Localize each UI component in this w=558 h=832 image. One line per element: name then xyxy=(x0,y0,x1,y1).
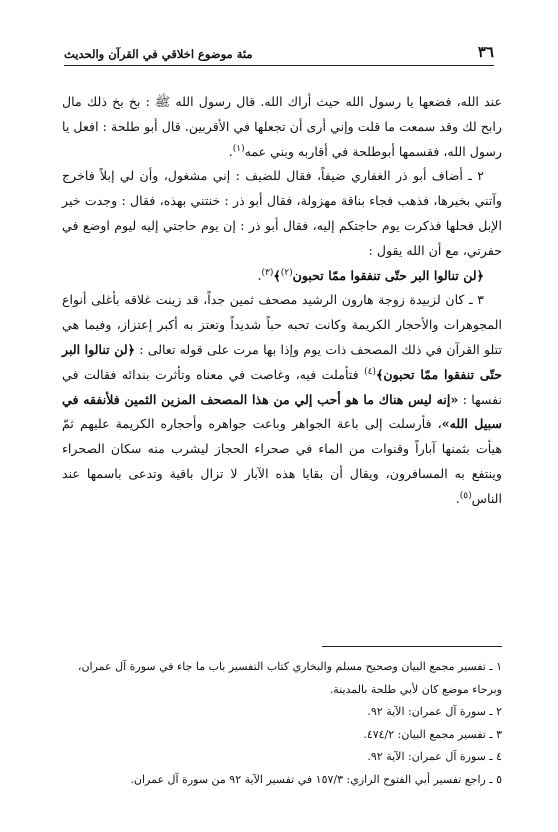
footnote-divider xyxy=(322,646,502,647)
running-title: مئة موضوع اخلاقي في القرآن والحديث xyxy=(64,47,253,61)
paragraph-3-text-c: ، فأرسلت إلى باعة الجواهر وباعت جواهره وأحجاره الكريمة عليهم ثمّ هيأت بثمنها آباراً وقنوات من الماء في صحراء الحجاز ليشرب منه سكان الصحراء وينتفع به المسافرون، ويقال أن بقايا هذه الآبار لا تزال باقية وتدعى باسمها عند الناس xyxy=(62,416,502,506)
verse-close-1: ﴾ xyxy=(273,267,281,283)
paragraph-3-text-a: ٣ ـ كان لزبيدة زوجة هارون الرشيد مصحف ثمين جداً، قد زينت غلاقه بأغلى أنواع المجوهرات والأحجار الكريمة وكانت تحبه حباً شديداً وتعتز به أكبر إعتزاز، وفيما هي تتلو القرآن في ذلك المصحف ذات يوم وإذا بها مرت على قوله تعالى : xyxy=(62,292,502,357)
footnote-ref-4: (٤) xyxy=(364,366,376,377)
footnote-5: ٥ ـ راجع تفسير أبي الفتوح الرازي: ١٥٧/٣ في تفسير الآية ٩٢ من سورة آل عمران. xyxy=(130,772,502,786)
footnote-ref-2: (٢) xyxy=(280,267,293,278)
paragraph-1: عند الله، فضعها يا رسول الله حيث أراك الله. قال رسول الله ﷺ : بخ بخ ذلك مال رابح لك وقد سمعت ما قلت وإني أرى أن تجعلها في الأقربين. قال أبو طلحة : افعل يا رسول الله، فقسمها أبوطلحة في أقاربه وبني عمه$^{(١)}$. xyxy=(62,94,502,159)
verse-quote-1: ﴿لن تنالوا البر حتّى تنفقوا ممّا تحبون xyxy=(292,267,484,283)
paragraph-3-text-b: فتأملت فيه، وغاصت في معناه وتأثرت بندائه فقالت في نفسها : xyxy=(62,366,502,407)
footnote-3: ٣ ـ تفسير مجمع البيان: ٤٧٤/٢. xyxy=(363,727,502,741)
paragraph-1-text: عند الله، فضعها يا رسول الله حيث أراك الله. قال رسول الله ﷺ : بخ بخ ذلك مال رابح لك وقد سمعت ما قلت وإني أرى أن تجعلها في الأقربين. قال أبو طلحة : افعل يا رسول الله، فقسمها أبوطلحة في أقاربه وبني عمه xyxy=(62,94,502,159)
footnote-2: ٢ ـ سورة آل عمران: الآية ٩٢. xyxy=(367,705,502,718)
footnote-4: ٤ ـ سورة آل عمران: الآية ٩٢. xyxy=(367,750,502,763)
paragraph-2-text: ٢ ـ أضاف أبو ذر الغفاري ضيفاً، فقال للضيف : إني مشغول، وأن لي إبلاً فاخرج وآتني بخيرها، فذهب فجاء بناقة مهزولة، فقال أبو ذر : خنتني بهذه، فقال : وجدت خير الإبل فحلها فذكرت يوم حاجتكم إليه، فقال أبو ذر : إن يوم حاجتي إليه ليوم اوضع في حفرتي، مع أن الله يقول : xyxy=(62,168,502,258)
footnote-ref-5: (٥) xyxy=(459,490,472,501)
paragraph-3: ٣ ـ كان لزبيدة زوجة هارون الرشيد مصحف ثمين جداً، قد زينت غلاقه بأغلى أنواع المجوهرات والأحجار الكريمة وكانت تحبه حباً شديداً وتعتز به أكبر إعتزاز، وفيما هي تتلو القرآن في ذلك المصحف ذات يوم وإذا بها مرت على قوله تعالى : ﴿لن تنالوا البر حتّى تنفقوا ممّا تحبون﴾$^{(٤)}$ فتأملت فيه، وغاصت في معناه وتأثرت بندائه فقالت في نفسها : «إنه ليس هناك ما هو أحب إلي من هذا المصحف المزين الثمين فلأنفقه في سبيل الله»، فأرسلت إلى باعة الجواهر وباعت جواهره وأحجاره الكريمة عليهم ثمّ هيأت بثمنها آباراً وقنوات من الماء في صحراء الحجاز ليشرب منه سكان الصحراء وينتفع به المسافرون، ويقال أن بقايا هذه الآبار لا تزال باقية وتدعى باسمها عند الناس$^{(٥)}$. xyxy=(62,292,503,506)
footnote-ref-1: (١) xyxy=(232,143,245,154)
paragraph-2 xyxy=(62,164,502,263)
footnote-ref-3: (٣) xyxy=(261,267,274,278)
footnote-1: ١ ـ تفسير مجمع البيان وصحيح مسلم والبخاري كتاب التفسير باب ما جاء في سورة آل عمران، وبرحاء موضع كان لأبي طلحة بالمدينة. xyxy=(77,660,502,696)
inner-quote: «إنه ليس هناك ما هو أحب إلي من هذا المصحف المزين الثمين فلأنفقه في سبيل الله» xyxy=(62,391,503,432)
page-number: ٣٦ xyxy=(477,43,494,61)
verse-quote-2: ﴿لن تنالوا البر حتّى تنفقوا ممّا تحبون﴾ xyxy=(62,341,502,382)
page-header xyxy=(64,38,494,66)
body-text xyxy=(62,90,502,512)
footnotes xyxy=(62,656,502,791)
paragraph-2-verse: ﴿لن تنالوا البر حتّى تنفقوا ممّا تحبون$^{(٢)}$﴾$^{(٣)}$. xyxy=(257,267,484,283)
